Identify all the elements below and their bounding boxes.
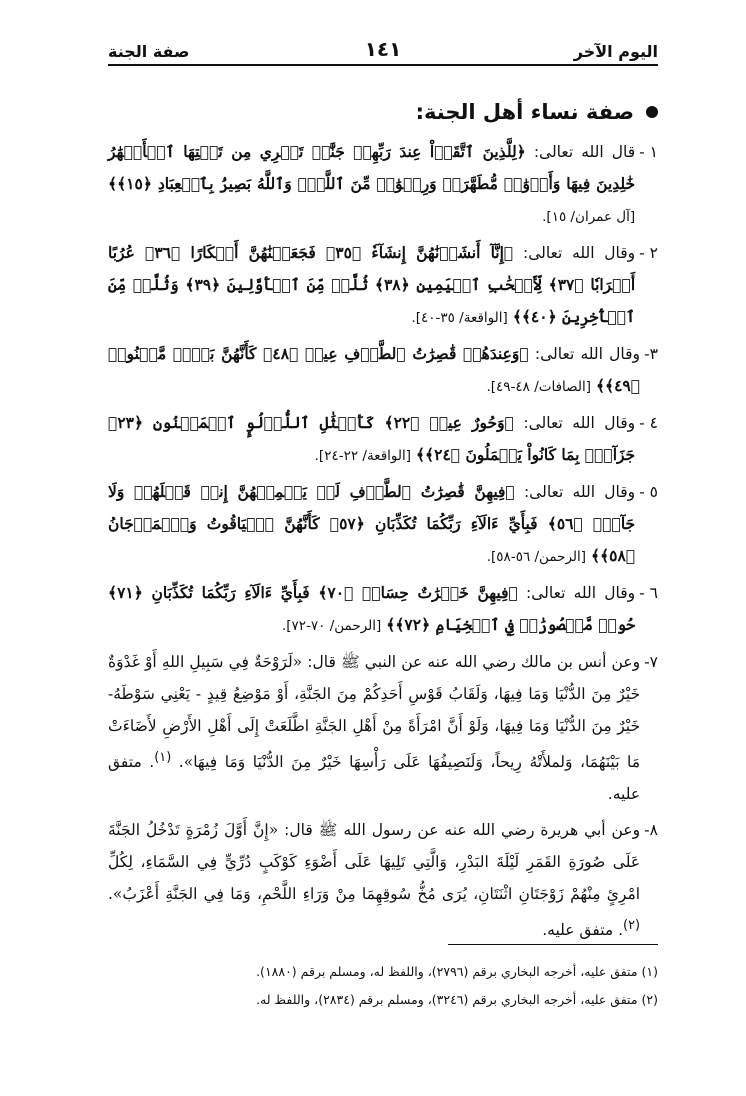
footnote-2: (٢) متفق عليه، أخرجه البخاري برقم (٣٢٤٦)، ومسلم برقم (٢٨٣٤)، واللفظ له. [256,992,658,1007]
verse-item-1 [108,136,658,233]
footnote-separator [448,944,658,945]
footnotes [108,958,658,1014]
hadith-text: «إِنَّ أَوَّلَ زُمْرَةٍ تَدْخُلُ الجَنَّةَ عَلَى صُورَةِ القَمَرِ لَيْلَةَ البَدْرِ، وَالَّتِي تَلِيهَا عَلَى أَضْوَءِ كَوْكَبٍ دُرِّيٍّ فِي السَّمَاءِ، لِكُلِّ امْرِئٍ مِنْهُمْ زَوْجَتَانِ اثْنَتَانِ، يُرَى مُخُّ سُوقِهِمَا مِنْ وَرَاءِ اللَّحْمِ، وَمَا فِي الجَنَّةِ أَعْزَبُ». [108,821,641,904]
item-number: ٧- [644,653,658,671]
hadith-source: متفق عليه [547,921,614,940]
hadith-intro: وعن أنس بن مالك رضي الله عنه عن النبي ﷺ قال: [307,653,641,671]
item-intro: وقال الله تعالى: [523,483,636,501]
quran-verse: ﴿فِيهِنَّ خَيۡرَٰتٌ حِسَانٞ ﴿٧٠﴾ فَبِأَيِّ ءَالَآءِ رَبِّكُمَا تُكَذِّبَانِ ﴿٧١﴾ حُورٞ مَّقۡصُورَٰتٞ فِي ٱلۡخِيَامِ ﴿٧٢﴾﴾ [108,583,636,634]
footnote-mark: (٢) [623,918,641,934]
verse-reference: [الواقعة/ ٢٢-٢٤]. [314,448,412,464]
item-number: ١ - [639,143,658,161]
footnote-1: (١) متفق عليه، أخرجه البخاري برقم (٢٧٩٦)، واللفظ له، ومسلم برقم (١٨٨٠). [256,964,658,979]
quran-verse: ﴿وَحُورٌ عِينٞ ﴿٢٢﴾ كَأَمۡثَٰلِ ٱللُّؤۡلُوِٕ ٱلۡمَكۡنُونِ ﴿٢٣﴾ جَزَآءَۢ بِمَا كَانُواْ يَعۡمَلُونَ ﴿٢٤﴾﴾ [108,413,636,464]
verse-item-6 [108,577,658,642]
bullet-icon [646,106,658,118]
item-number: ٢ - [639,244,658,262]
verse-reference: [الرحمن/ ٥٦-٥٨]. [486,549,587,565]
item-intro: وقال الله تعالى: [534,345,641,363]
verse-item-5 [108,476,658,573]
item-number: ٦ - [639,584,658,602]
item-number: ٣- [644,345,658,363]
item-intro: وقال الله تعالى: [522,244,636,262]
hadith-item-8: ٨- وعن أبي هريرة رضي الله عنه عن رسول الله ﷺ قال: «إِنَّ أَوَّلَ زُمْرَةٍ تَدْخُلُ الجَنَّةَ عَلَى صُورَةِ القَمَرِ لَيْلَةَ البَدْرِ، وَالَّتِي تَلِيهَا عَلَى أَضْوَءِ كَوْكَبٍ دُرِّيٍّ فِي السَّمَاءِ، لِكُلِّ امْرِئٍ مِنْهُمْ زَوْجَتَانِ اثْنَتَانِ، يُرَى مُخُّ سُوقِهِمَا مِنْ وَرَاءِ اللَّحْمِ، وَمَا فِي الجَنَّةِ أَعْزَبُ». $^{(٢)}$. متفق عليه. [108,814,658,946]
section-heading [108,96,658,128]
running-header [108,36,658,66]
verse-item-4 [108,407,658,472]
item-intro: وقال الله تعالى: [526,584,636,602]
item-number: ٥ - [639,483,658,501]
section-title: صفة نساء أهل الجنة: [415,100,634,124]
item-intro: قال الله تعالى: [533,143,636,161]
page-body [108,90,658,950]
quran-verse: ﴿إِنَّآ أَنشَأۡنَٰهُنَّ إِنشَآءٗ ﴿٣٥﴾ فَجَعَلۡنَٰهُنَّ أَبۡكَارًا ﴿٣٦﴾ عُرُبًا أَتۡرَابٗا ﴿٣٧﴾ لِّأَصۡحَٰبِ ٱلۡيَمِينِ ﴿٣٨﴾ ثُلَّةٞ مِّنَ ٱلۡأَوَّلِينَ ﴿٣٩﴾ وَثُلَّةٞ مِّنَ ٱلۡأٓخِرِينَ ﴿٤٠﴾﴾ [108,243,636,326]
quran-verse: ﴿لِلَّذِينَ ٱتَّقَوۡاْ عِندَ رَبِّهِمۡ جَنَّٰتٞ تَجۡرِي مِن تَحۡتِهَا ٱلۡأَنۡهَٰرُ خَٰلِدِينَ فِيهَا وَأَزۡوَٰجٞ مُّطَهَّرَةٞ وَرِضۡوَٰنٞ مِّنَ ٱللَّهِۗ وَٱللَّهُ بَصِيرُۢ بِٱلۡعِبَادِ ﴿١٥﴾﴾ [108,142,636,193]
chapter-title: اليوم الآخر [573,42,658,61]
item-number: ٨- [644,821,658,840]
section-running-title: صفة الجنة [108,42,190,61]
hadith-item-7: ٧- وعن أنس بن مالك رضي الله عنه عن النبي ﷺ قال: «لَرَوْحَةٌ فِي سَبِيلِ اللهِ أَوْ غَدْوَةٌ خَيْرٌ مِنَ الدُّنْيَا وَمَا فِيهَا، وَلَقَابُ قَوْسِ أَحَدِكُمْ مِنَ الجَنَّةِ، أَوْ مَوْضِعُ قِيدٍ - يَعْنِي سَوْطَهُ- خَيْرٌ مِنَ الدُّنْيَا وَمَا فِيهَا، وَلَوْ أَنَّ امْرَأَةً مِنْ أَهْلِ الجَنَّةِ اطَّلَعَتْ إِلَى أَهْلِ الأَرْضِ لأَضَاءَتْ مَا بَيْنَهُمَا، وَلملأَتْهُ رِيحاً، وَلَنَصِيفُهَا عَلَى رَأْسِهَا خَيْرٌ مِنَ الدُّنْيَا وَمَا فِيهَا». $^{(١)}$. متفق عليه. [108,646,658,810]
verse-item-2 [108,237,658,334]
quran-verse: ﴿وَعِندَهُمۡ قَٰصِرَٰتُ ٱلطَّرۡفِ عِينٞ ﴿٤٨﴾ كَأَنَّهُنَّ بَيۡضٞ مَّكۡنُونٞ ﴿٤٩﴾﴾ [108,344,641,395]
verse-reference: [الصافات/ ٤٨-٤٩]. [486,379,591,395]
footnote-mark: (١) [154,750,172,765]
page-number: ١٤١ [364,37,402,61]
verse-reference: [الرحمن/ ٧٠-٧٢]. [281,618,382,634]
verse-reference: [الواقعة/ ٣٥-٤٠]. [411,310,508,326]
hadith-text: «لَرَوْحَةٌ فِي سَبِيلِ اللهِ أَوْ غَدْوَةٌ خَيْرٌ مِنَ الدُّنْيَا وَمَا فِيهَا، وَلَقَابُ قَوْسِ أَحَدِكُمْ مِنَ الجَنَّةِ، أَوْ مَوْضِعُ قِيدٍ - يَعْنِي سَوْطَهُ- خَيْرٌ مِنَ الدُّنْيَا وَمَا فِيهَا، وَلَوْ أَنَّ امْرَأَةً مِنْ أَهْلِ الجَنَّةِ اطَّلَعَتْ إِلَى أَهْلِ الأَرْضِ لأَضَاءَتْ مَا بَيْنَهُمَا، وَلملأَتْهُ رِيحاً، وَلَنَصِيفُهَا عَلَى رَأْسِهَا خَيْرٌ مِنَ الدُّنْيَا وَمَا فِيهَا». [108,653,641,772]
item-intro: وقال الله تعالى: [523,414,636,432]
hadith-intro: وعن أبي هريرة رضي الله عنه عن رسول الله ﷺ قال: [284,821,641,840]
quran-verse: ﴿فِيهِنَّ قَٰصِرَٰتُ ٱلطَّرۡفِ لَمۡ يَطۡمِثۡهُنَّ إِنسٞ قَبۡلَهُمۡ وَلَا جَآنّٞ ﴿٥٦﴾ فَبِأَيِّ ءَالَآءِ رَبِّكُمَا تُكَذِّبَانِ ﴿٥٧﴾ كَأَنَّهُنَّ ٱلۡيَاقُوتُ وَٱلۡمَرۡجَانُ ﴿٥٨﴾﴾ [108,482,636,565]
hadith-source: متفق عليه [108,753,641,804]
item-number: ٤ - [639,414,658,432]
verse-reference: [آل عمران/ ١٥]. [542,209,636,225]
verse-item-3 [108,338,658,403]
